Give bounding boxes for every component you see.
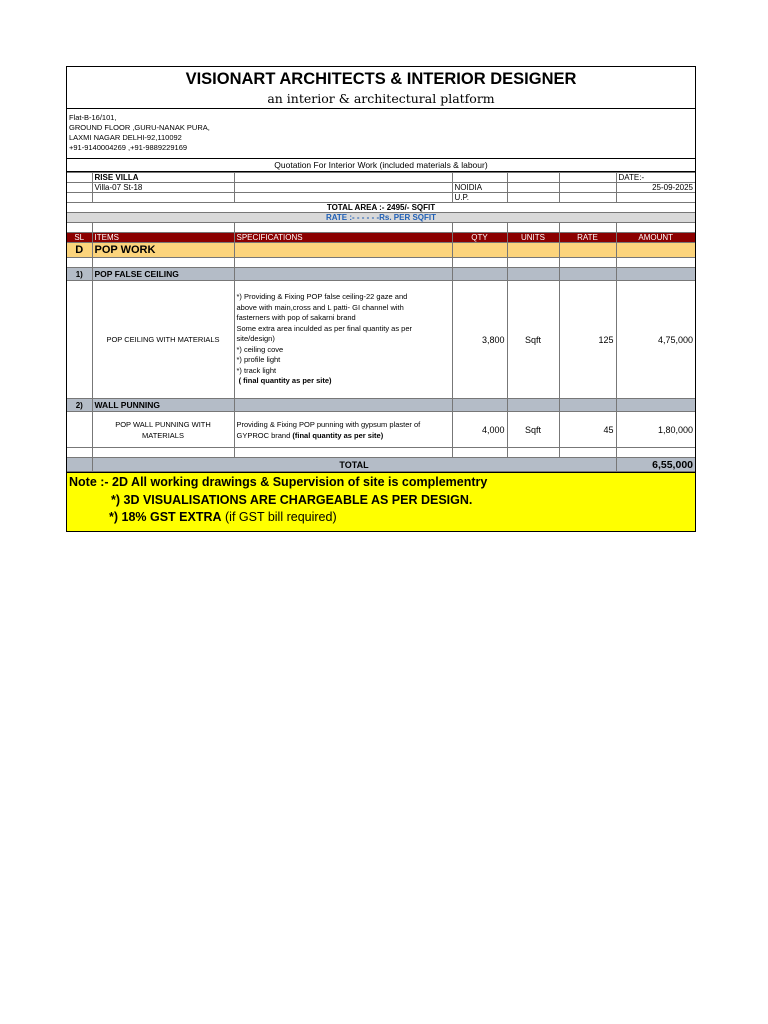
quotation-sheet (66, 66, 696, 532)
spacer-row (67, 258, 695, 268)
section-code: D (67, 243, 92, 258)
notes-box (67, 472, 695, 532)
quotation-table (67, 172, 695, 472)
note-line (109, 510, 337, 524)
col-rate: RATE (559, 233, 616, 243)
spacer-row (67, 223, 695, 233)
item-name-line: MATERIALS (142, 430, 184, 440)
note-line: *) 3D VISUALISATIONS ARE CHARGEABLE AS PER DESIGN. (111, 493, 473, 507)
table-row (67, 281, 695, 399)
client-address: Villa-07 St-18 (92, 183, 234, 193)
rate-per-sqft: RATE :- - - - - -Rs. PER SQFIT (67, 213, 695, 223)
company-address (67, 109, 695, 159)
address-line: GROUND FLOOR ,GURU-NANAK PURA, (69, 123, 210, 132)
table-row (67, 412, 695, 448)
spec-note: ( final quantity as per site) (236, 376, 332, 386)
col-specifications: SPECIFICATIONS (234, 233, 452, 243)
item-sl: 2) (67, 399, 92, 412)
client-name: RISE VILLA (92, 173, 234, 183)
spec-line: site/design) (236, 334, 275, 344)
section-row (67, 243, 695, 258)
spec-text: Providing & Fixing POP punning with gypsum plaster of GYPROC brand (236, 419, 421, 440)
col-items: ITEMS (92, 233, 234, 243)
rate-row (67, 213, 695, 223)
item-qty: 3,800 (452, 281, 507, 399)
total-row (67, 458, 695, 472)
gst-note: *) 18% GST EXTRA (109, 510, 222, 524)
total-label: TOTAL (92, 458, 616, 472)
total-area-row (67, 203, 695, 213)
item-heading-row (67, 268, 695, 281)
company-tagline: an interior & architectural platform (67, 91, 695, 109)
spec-line: *) profile light (236, 355, 281, 365)
item-heading: POP FALSE CEILING (92, 268, 234, 281)
spec-line: *) Providing & Fixing POP false ceiling-22 gaze and (236, 292, 408, 302)
address-line: Flat-B-16/101, (69, 113, 117, 122)
col-amount: AMOUNT (616, 233, 695, 243)
item-qty: 4,000 (452, 412, 507, 448)
col-units: UNITS (507, 233, 559, 243)
address-line: LAXMI NAGAR DELHI-92,110092 (69, 133, 182, 142)
item-units: Sqft (507, 281, 559, 399)
item-rate: 45 (559, 412, 616, 448)
item-units: Sqft (507, 412, 559, 448)
item-rate: 125 (559, 281, 616, 399)
table-header (67, 233, 695, 243)
phone-line: +91-9140004269 ,+91-9889229169 (69, 143, 188, 152)
item-amount: 1,80,000 (616, 412, 695, 448)
quote-date: 25-09-2025 (616, 183, 695, 193)
item-specification (234, 281, 452, 399)
client-state-row (67, 193, 695, 203)
spec-line: *) track light (236, 365, 277, 375)
total-amount: 6,55,000 (616, 458, 695, 472)
item-name-line: POP WALL PUNNING WITH (115, 419, 211, 429)
spec-note: (final quantity as per site) (292, 430, 384, 440)
col-qty: QTY (452, 233, 507, 243)
client-city: NOIDIA (452, 183, 507, 193)
gst-condition: (if GST bill required) (221, 510, 337, 524)
client-row (67, 173, 695, 183)
quotation-title: Quotation For Interior Work (included materials & labour) (67, 159, 695, 172)
spacer-row (67, 448, 695, 458)
col-sl: SL (67, 233, 92, 243)
item-amount: 4,75,000 (616, 281, 695, 399)
item-heading-row (67, 399, 695, 412)
total-area: TOTAL AREA :- 2495/- SQFIT (67, 203, 695, 213)
spec-line: Some extra area inculded as per final quantity as per (236, 323, 413, 333)
company-name: VISIONART ARCHITECTS & INTERIOR DESIGNER (67, 66, 695, 91)
spec-line: *) ceiling cove (236, 344, 284, 354)
item-heading: WALL PUNNING (92, 399, 234, 412)
client-state: U.P. (452, 193, 507, 203)
section-title: POP WORK (92, 243, 234, 258)
client-address-row (67, 183, 695, 193)
item-sl: 1) (67, 268, 92, 281)
item-name: POP CEILING WITH MATERIALS (92, 281, 234, 399)
spec-line: above with main,cross and L patti- GI channel with (236, 302, 404, 312)
item-name (92, 412, 234, 448)
date-label: DATE:- (616, 173, 695, 183)
item-specification (234, 412, 452, 448)
note-line: Note :- 2D All working drawings & Supervision of site is complementry (69, 475, 488, 489)
spec-line: fasterners with pop of sakarni brand (236, 313, 356, 323)
